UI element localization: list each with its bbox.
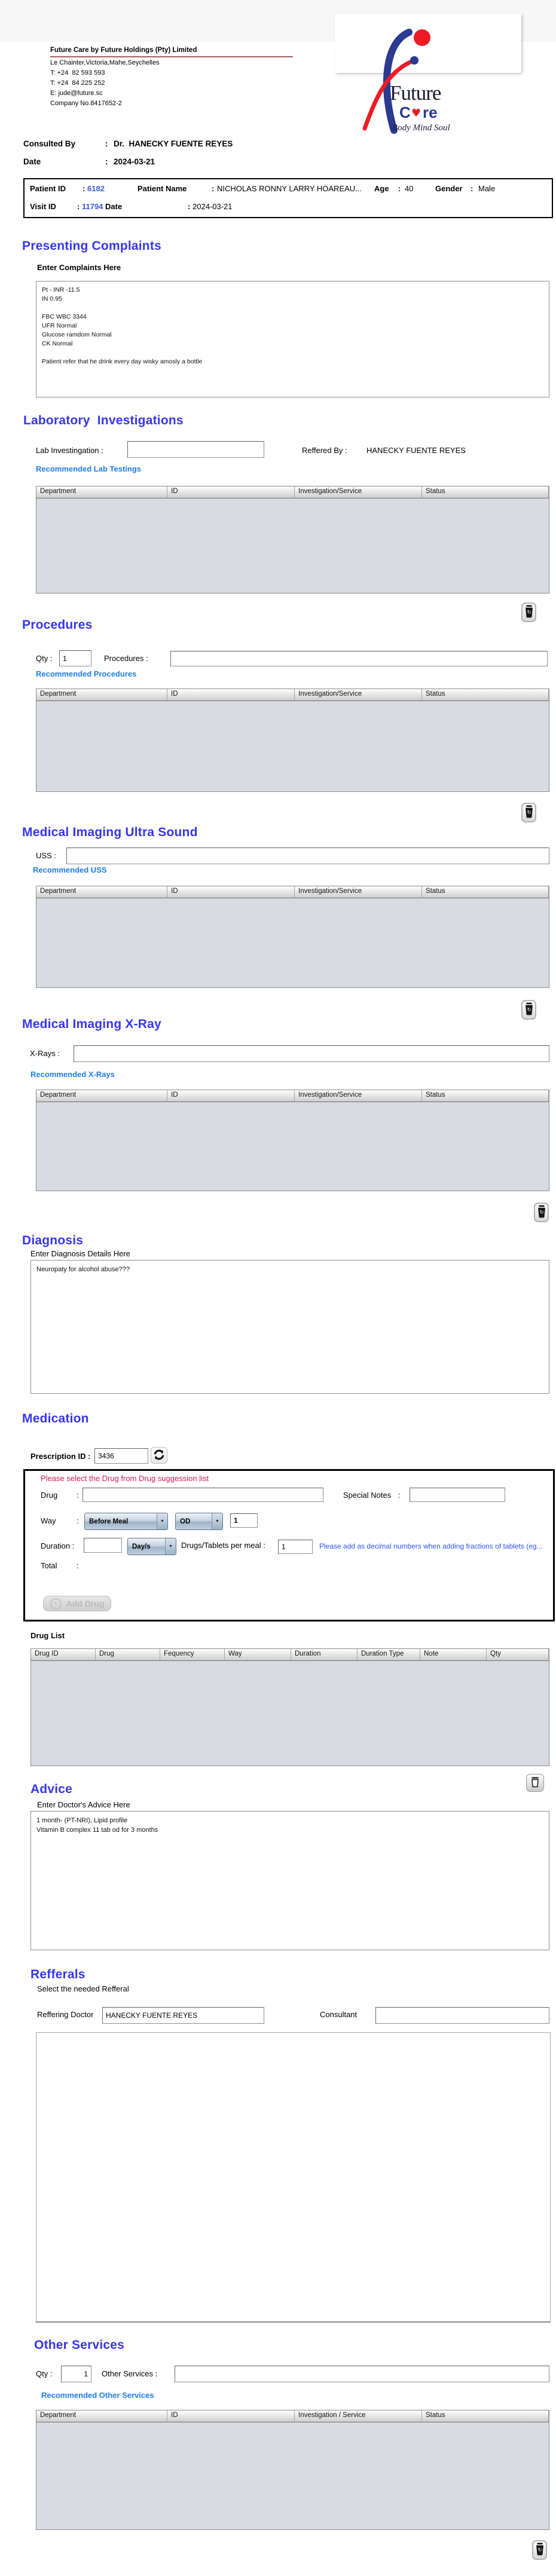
gender-colon: : <box>471 184 473 193</box>
section-title-uss: Medical Imaging Ultra Sound <box>22 825 198 839</box>
procedures-input[interactable] <box>170 651 548 666</box>
drug-list-label: Drug List <box>30 1631 65 1640</box>
svg-text:↻: ↻ <box>526 1007 531 1013</box>
refferals-list-box[interactable] <box>36 2032 551 2323</box>
uss-trash-button[interactable] <box>521 1000 536 1020</box>
way-qty-input[interactable] <box>230 1513 258 1528</box>
other-col-status: Status <box>422 2410 549 2422</box>
lab-col-service: Investigation/Service <box>295 487 422 498</box>
trash-icon <box>537 1205 546 1220</box>
complaints-textarea[interactable] <box>36 281 549 397</box>
svg-text:↻: ↻ <box>526 810 531 816</box>
prescription-id-input[interactable] <box>94 1448 148 1464</box>
uss-col-id: ID <box>167 886 295 898</box>
lab-col-department: Department <box>36 487 167 498</box>
total-label: Total <box>41 1561 57 1570</box>
procedures-trash-button[interactable] <box>521 803 536 822</box>
prescription-refresh-button[interactable] <box>151 1447 167 1464</box>
xrays-input[interactable] <box>74 1045 549 1062</box>
patient-info-bar <box>23 178 553 218</box>
company-number: Company No.8417652-2 <box>50 100 122 107</box>
xray-col-id: ID <box>167 1090 295 1102</box>
trash-outline-icon <box>529 1776 541 1790</box>
age-colon: : <box>398 184 401 193</box>
section-title-other-services: Other Services <box>34 2338 125 2352</box>
consulted-by-colon: : <box>105 139 108 148</box>
procedures-col-service: Investigation/Service <box>295 689 422 701</box>
xray-col-department: Department <box>36 1090 167 1102</box>
xray-trash-button[interactable] <box>534 1203 549 1222</box>
advice-textarea[interactable] <box>30 1811 549 1950</box>
xray-field-label: X-Rays : <box>30 1049 60 1058</box>
per-meal-input[interactable] <box>278 1540 313 1554</box>
uss-col-department: Department <box>36 886 167 898</box>
trash-icon <box>524 1002 534 1017</box>
visit-date-value: 2024-03-21 <box>193 202 233 211</box>
section-title-diagnosis: Diagnosis <box>22 1234 84 1247</box>
other-recommended-link[interactable]: Recommended Other Services <box>41 2391 154 2400</box>
refresh-icon <box>152 1448 166 1463</box>
other-field-label: Other Services : <box>102 2369 158 2378</box>
xray-grid <box>36 1090 549 1191</box>
diagnosis-sublabel: Enter Diagnosis Details Here <box>30 1249 130 1258</box>
per-meal-label: Drugs/Tablets per meal : <box>181 1541 265 1550</box>
total-colon: : <box>77 1561 79 1570</box>
uss-recommended-link[interactable]: Recommended USS <box>33 865 107 874</box>
date-value: 2024-03-21 <box>114 157 155 166</box>
drug-col-duration-type: Duration Type <box>358 1649 420 1661</box>
uss-input[interactable] <box>66 848 549 864</box>
visit-id-value: 11794 <box>82 202 103 211</box>
date-colon: : <box>105 157 108 166</box>
drug-col-note: Note <box>420 1649 487 1661</box>
consulted-by-value: Dr. HANECKY FUENTE REYES <box>114 139 233 148</box>
procedures-col-status: Status <box>422 689 549 701</box>
patient-id-colon: : <box>83 184 85 193</box>
visit-id-label: Visit ID <box>30 202 56 211</box>
other-col-id: ID <box>167 2410 295 2422</box>
other-services-trash-button[interactable] <box>532 2540 547 2560</box>
svg-text:↻: ↻ <box>526 610 531 616</box>
letterhead-underline <box>50 56 293 57</box>
visit-id-colon: : <box>77 202 80 211</box>
drug-col-id: Drug ID <box>31 1649 96 1661</box>
logo-care-c: C <box>399 103 411 121</box>
uss-col-status: Status <box>422 886 549 898</box>
logo-tagline: Body Mind Soul <box>392 123 450 133</box>
patient-id-label: Patient ID <box>30 184 66 193</box>
advice-trash-button[interactable] <box>526 1774 544 1792</box>
other-services-input[interactable] <box>175 2366 549 2382</box>
frequency-dropdown[interactable] <box>175 1513 223 1530</box>
advice-sublabel: Enter Doctor's Advice Here <box>37 1800 130 1809</box>
drug-colon: : <box>77 1491 79 1500</box>
frequency-value: OD <box>180 1518 191 1525</box>
consulted-by-label: Consulted By <box>23 139 76 148</box>
other-col-department: Department <box>36 2410 167 2422</box>
section-title-lab: Laboratory Investigations <box>23 414 184 427</box>
procedures-col-department: Department <box>36 689 167 701</box>
trash-icon <box>524 605 534 620</box>
lab-trash-button[interactable] <box>521 602 536 622</box>
uss-grid <box>36 886 549 988</box>
age-label: Age <box>374 184 389 193</box>
duration-unit-value: Day/s <box>132 1543 151 1550</box>
way-colon: : <box>77 1516 79 1525</box>
age-value: 40 <box>405 184 414 193</box>
company-phone1: T: +24 82 593 593 <box>50 69 105 77</box>
consultant-label: Consultant <box>320 2010 358 2019</box>
logo-blue-dot <box>410 56 418 65</box>
patient-name-label: Patient Name <box>138 184 187 193</box>
lab-reffered-label: Reffered By : <box>302 446 347 455</box>
future-care-logo <box>335 15 521 134</box>
complaints-sublabel: Enter Complaints Here <box>37 263 121 272</box>
section-title-advice: Advice <box>30 1782 73 1796</box>
visit-date-label: Date <box>105 202 123 211</box>
procedures-qty-label: Qty : <box>36 654 53 663</box>
chevron-down-icon: ▼ <box>212 1513 222 1529</box>
way-label: Way <box>41 1516 56 1525</box>
patient-name-colon: : <box>212 184 215 193</box>
logo-heart-icon: ♥ <box>411 107 421 120</box>
visit-date-colon: : <box>188 202 191 211</box>
drug-label: Drug <box>41 1491 58 1500</box>
way-meal-value: Before Meal <box>89 1518 129 1525</box>
section-title-complaints: Presenting Complaints <box>22 239 161 253</box>
logo-care-re: re <box>423 103 438 121</box>
uss-field-label: USS : <box>36 851 56 860</box>
lab-col-id: ID <box>167 487 295 498</box>
reffering-doctor-input[interactable] <box>102 2007 264 2024</box>
lab-recommended-link[interactable]: Recommended Lab Testings <box>36 464 142 473</box>
uss-col-service: Investigation/Service <box>295 886 422 898</box>
lab-field-label: Lab Investingation : <box>36 446 103 455</box>
procedures-field-label: Procedures : <box>104 654 148 663</box>
procedures-qty-input[interactable] <box>59 650 91 666</box>
company-phone2: T: +24 84 225 252 <box>50 79 105 87</box>
prescription-id-label: Prescription ID : <box>30 1452 91 1461</box>
logo-red-dot <box>414 29 430 46</box>
other-col-service: Investigation / Service <box>295 2410 422 2422</box>
procedures-recommended-link[interactable]: Recommended Procedures <box>36 669 137 678</box>
other-services-grid <box>36 2410 549 2530</box>
chevron-down-icon: ▼ <box>157 1513 167 1529</box>
other-services-qty-input[interactable] <box>61 2366 91 2382</box>
consultant-input[interactable] <box>375 2007 549 2024</box>
drug-col-duration: Duration <box>291 1649 358 1661</box>
xray-recommended-link[interactable]: Recommended X-Rays <box>30 1070 115 1079</box>
procedures-col-id: ID <box>167 689 295 701</box>
lab-col-status: Status <box>422 487 549 498</box>
section-title-procedures: Procedures <box>22 618 93 632</box>
gender-value: Male <box>478 184 496 193</box>
drug-col-way: Way <box>225 1649 291 1661</box>
special-notes-label: Special Notes <box>343 1491 392 1500</box>
diagnosis-textarea[interactable] <box>30 1260 549 1394</box>
drug-col-fequency: Fequency <box>160 1649 225 1661</box>
drug-list-grid <box>30 1648 549 1766</box>
date-label: Date <box>23 157 41 166</box>
other-qty-label: Qty : <box>36 2369 53 2378</box>
duration-input[interactable] <box>84 1538 122 1553</box>
add-drug-label: Add Drug <box>66 1599 105 1608</box>
duration-label: Duration : <box>41 1541 75 1550</box>
tablet-fraction-hint: Please add as decimal numbers when adding fractions of tablets (eg... <box>319 1542 543 1550</box>
company-email: E: jude@future.sc <box>50 90 103 97</box>
duration-unit-dropdown[interactable] <box>127 1538 176 1555</box>
special-notes-colon: : <box>398 1491 401 1500</box>
chevron-down-icon: ▼ <box>165 1538 176 1555</box>
company-address: Le Chainter,Victoria,Mahe,Seychelles <box>50 59 160 66</box>
plus-circle-icon: + <box>50 1598 62 1610</box>
trash-icon <box>524 805 534 820</box>
lab-reffered-value: HANECKY FUENTE REYES <box>366 446 466 455</box>
xray-col-service: Investigation/Service <box>295 1090 422 1102</box>
way-meal-dropdown[interactable] <box>84 1513 168 1530</box>
svg-text:↻: ↻ <box>537 2547 542 2553</box>
procedures-grid <box>36 689 549 792</box>
add-drug-button[interactable] <box>43 1596 111 1611</box>
trash-icon <box>535 2543 545 2557</box>
section-title-refferals: Refferals <box>30 1968 85 1981</box>
reffering-doctor-label: Reffering Doctor <box>37 2010 94 2019</box>
drug-col-drug: Drug <box>96 1649 160 1661</box>
refferals-sublabel: Select the needed Refferal <box>37 1984 129 1993</box>
section-title-xray: Medical Imaging X-Ray <box>22 1017 161 1031</box>
lab-grid <box>36 486 549 593</box>
special-notes-input[interactable] <box>410 1488 505 1502</box>
svg-text:↻: ↻ <box>539 1210 544 1216</box>
logo-word-future: Future <box>390 81 441 105</box>
drug-col-qty: Qty <box>487 1649 549 1661</box>
gender-label: Gender <box>435 184 463 193</box>
xray-col-status: Status <box>422 1090 549 1102</box>
patient-id-value: 6182 <box>87 184 105 193</box>
drug-input[interactable] <box>83 1488 323 1502</box>
section-title-medication: Medication <box>22 1412 89 1425</box>
company-name: Future Care by Future Holdings (Pty) Limited <box>50 47 197 54</box>
lab-investigation-input[interactable] <box>127 441 264 458</box>
drug-warning-text: Please select the Drug from Drug suggession list <box>41 1474 209 1483</box>
patient-name-value: NICHOLAS RONNY LARRY HOAREAU... <box>217 184 362 193</box>
